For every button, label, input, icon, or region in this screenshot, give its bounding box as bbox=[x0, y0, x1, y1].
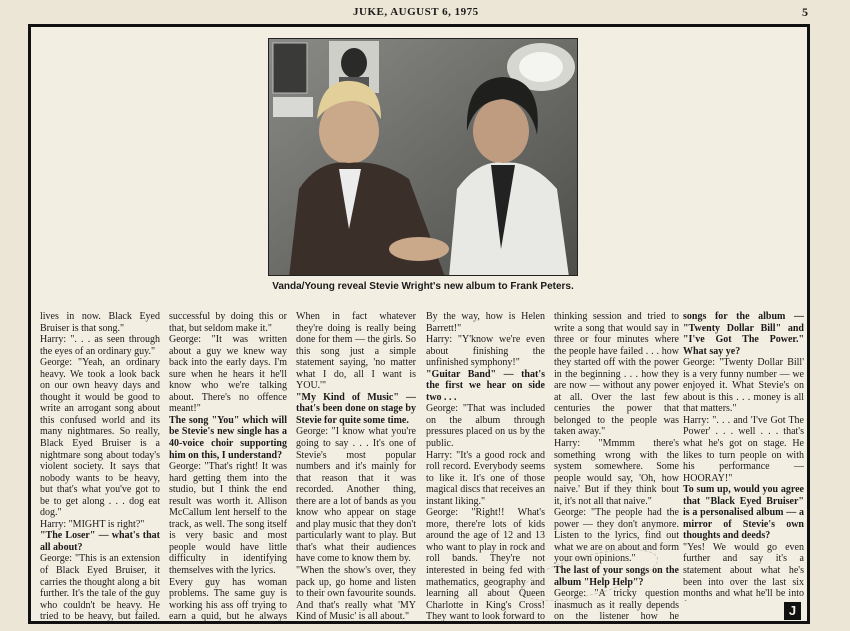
interview-question: "The Loser" — what's that all about? bbox=[40, 530, 160, 553]
interview-question: The song "You" which will be Stevie's new single has a 40-voice choir supporting him on this, I understand? bbox=[169, 414, 287, 461]
interview-paragraph: By the way, how is Helen Barrett!" bbox=[426, 311, 545, 334]
interview-paragraph: lives in now. Black Eyed Bruiser is that song." bbox=[40, 311, 160, 334]
band-photo-illustration bbox=[269, 39, 578, 276]
interview-paragraph: George: "A tricky question inasmuch as it really depends on the listener how he bbox=[554, 588, 679, 622]
article-column-3 bbox=[296, 311, 416, 622]
interview-paragraph: George: "Yeah, an ordinary heavy. We took a look back on our own heavy days and thought it would be good to write an arrogant song about this confused world and its many nightmares. So really, Black Eyed Bruiser is a nightmare song about today's violent society. It says that nobody wants to be heavy, but that's what you've got to be to get along . . . dog eat dog." bbox=[40, 357, 160, 519]
interview-question: To sum up, would you agree that "Black Eyed Bruiser" is a personalised album — a mirror of Stevie's own thoughts and deeds? bbox=[683, 484, 804, 542]
interview-paragraph: George: "The people had the power — they don't anymore. Listen to the lyrics, find out what we are on about and form your own opinions." bbox=[554, 507, 679, 565]
interview-paragraph: thinking session and tried to write a song that would say in three or four minutes where the people have failed . . . how they started off with the power in the beginning . . . how they are now — without any power at all. Over the last few centuries the power that belonged to the people was taken away." bbox=[554, 311, 679, 438]
article-column-6 bbox=[683, 311, 804, 601]
interview-paragraph: George: "It was written about a guy we knew way back into the early days. I'm sure when he hears it he'll know who we're talking about. There's no offence meant!" bbox=[169, 334, 287, 415]
interview-paragraph: Harry: "It's a good rock and roll record. Everybody seems to like it. It's one of those magical discs that receives an instant liking." bbox=[426, 449, 545, 507]
photo-caption: Vanda/Young reveal Stevie Wright's new album to Frank Peters. bbox=[272, 281, 574, 292]
interview-paragraph: Harry: "Y'know we're even about finishing the unfinished symphony!" bbox=[426, 334, 545, 369]
masthead-title: JUKE, AUGUST 6, 1975 bbox=[353, 6, 479, 18]
interview-paragraph: George: "That's right! It was hard getting them into the studio, but I think the end result was worth it. Allison McCallum lent herself to the track, as well. The song itself is very basic and most people would have little difficulty in identifying themselves with the lyrics. bbox=[169, 461, 287, 577]
interview-paragraph: Harry: ". . . and 'I've Got The Power' . . . well . . . that's what he's got on stage. He likes to turn people on with his performance — HOORAY!" bbox=[683, 414, 804, 484]
interview-paragraph: George: "Twenty Dollar Bill' is a very funny number — we enjoyed it. What Stevie's on about is this . . . money is all that matters." bbox=[683, 357, 804, 415]
interview-paragraph: Harry: "Mmmm there's something wrong with the system somewhere. Some people would say, 'Oh, how naive.' But if they think bout it, it's not all that naive." bbox=[554, 438, 679, 507]
article-column-4 bbox=[426, 311, 545, 622]
interview-paragraph: George: "That was included on the album through pressures placed on us by the public. bbox=[426, 403, 545, 450]
page-number: 5 bbox=[802, 5, 809, 19]
interview-paragraph: George: "Right!! What's more, there're lots of kids around the age of 12 and 13 who want to play in rock and roll bands. They're not interested in being fed with mathematics, geography and learning all about Queen Charlotte in King's Cross! They want to look forward to bbox=[426, 507, 545, 622]
interview-paragraph: "Yes! We would go even further and say it's a statement about what he's been into over the last six months and what he'll be into bbox=[683, 541, 804, 600]
end-mark: J bbox=[784, 602, 801, 620]
interview-question: The last of your songs on the album "Help Help"? bbox=[554, 565, 679, 588]
interview-paragraph: Harry: "MIGHT is right?" bbox=[40, 518, 145, 530]
band-photo bbox=[268, 38, 578, 276]
interview-paragraph: "When the show's over, they pack up, go home and listen to their own favourite sounds. And that's really what 'MY Kind of Music' is all about." bbox=[296, 565, 416, 622]
interview-paragraph: When in fact whatever they're doing is really being done for them — the girls. So this song just a simple statement saying, 'no matter what I do, all I want is YOU.'" bbox=[296, 311, 416, 392]
interview-question: songs for the album — "Twenty Dollar Bill" and "I've Got The Power." What say ye? bbox=[683, 311, 804, 357]
interview-question: "Guitar Band" — that's the first we hear on side two . . . bbox=[426, 368, 545, 403]
interview-paragraph: successful by doing this or that, but seldom make it." bbox=[169, 311, 287, 334]
interview-paragraph: Every guy has woman problems. The same guy is working his ass off trying to earn a quid, but he always bbox=[169, 576, 287, 622]
interview-paragraph: George: "I know what you're going to say . . . It's one of Stevie's most popular numbers and it's mainly for that reason that it was recorded. Another thing, there are a lot of bands as you know who appear on stage and play music that they don't particularly want to play. But that's what their audiences have come to know them by. bbox=[296, 426, 416, 565]
interview-paragraph: George: "This is an extension of Black Eyed Bruiser, it carries the thought along a bit further. It's the tale of the guy who couldn't be heavy. He tried to be heavy, but failed. bbox=[40, 553, 160, 622]
masthead bbox=[0, 0, 850, 24]
article-column-1 bbox=[40, 311, 160, 622]
interview-question: "My Kind of Music" — that's been done on stage by Stevie for quite some time. bbox=[296, 391, 416, 426]
interview-paragraph: Harry: ". . . as seen through the eyes of an ordinary guy." bbox=[40, 334, 160, 357]
article-column-2 bbox=[169, 311, 287, 622]
article-column-5 bbox=[554, 311, 679, 622]
